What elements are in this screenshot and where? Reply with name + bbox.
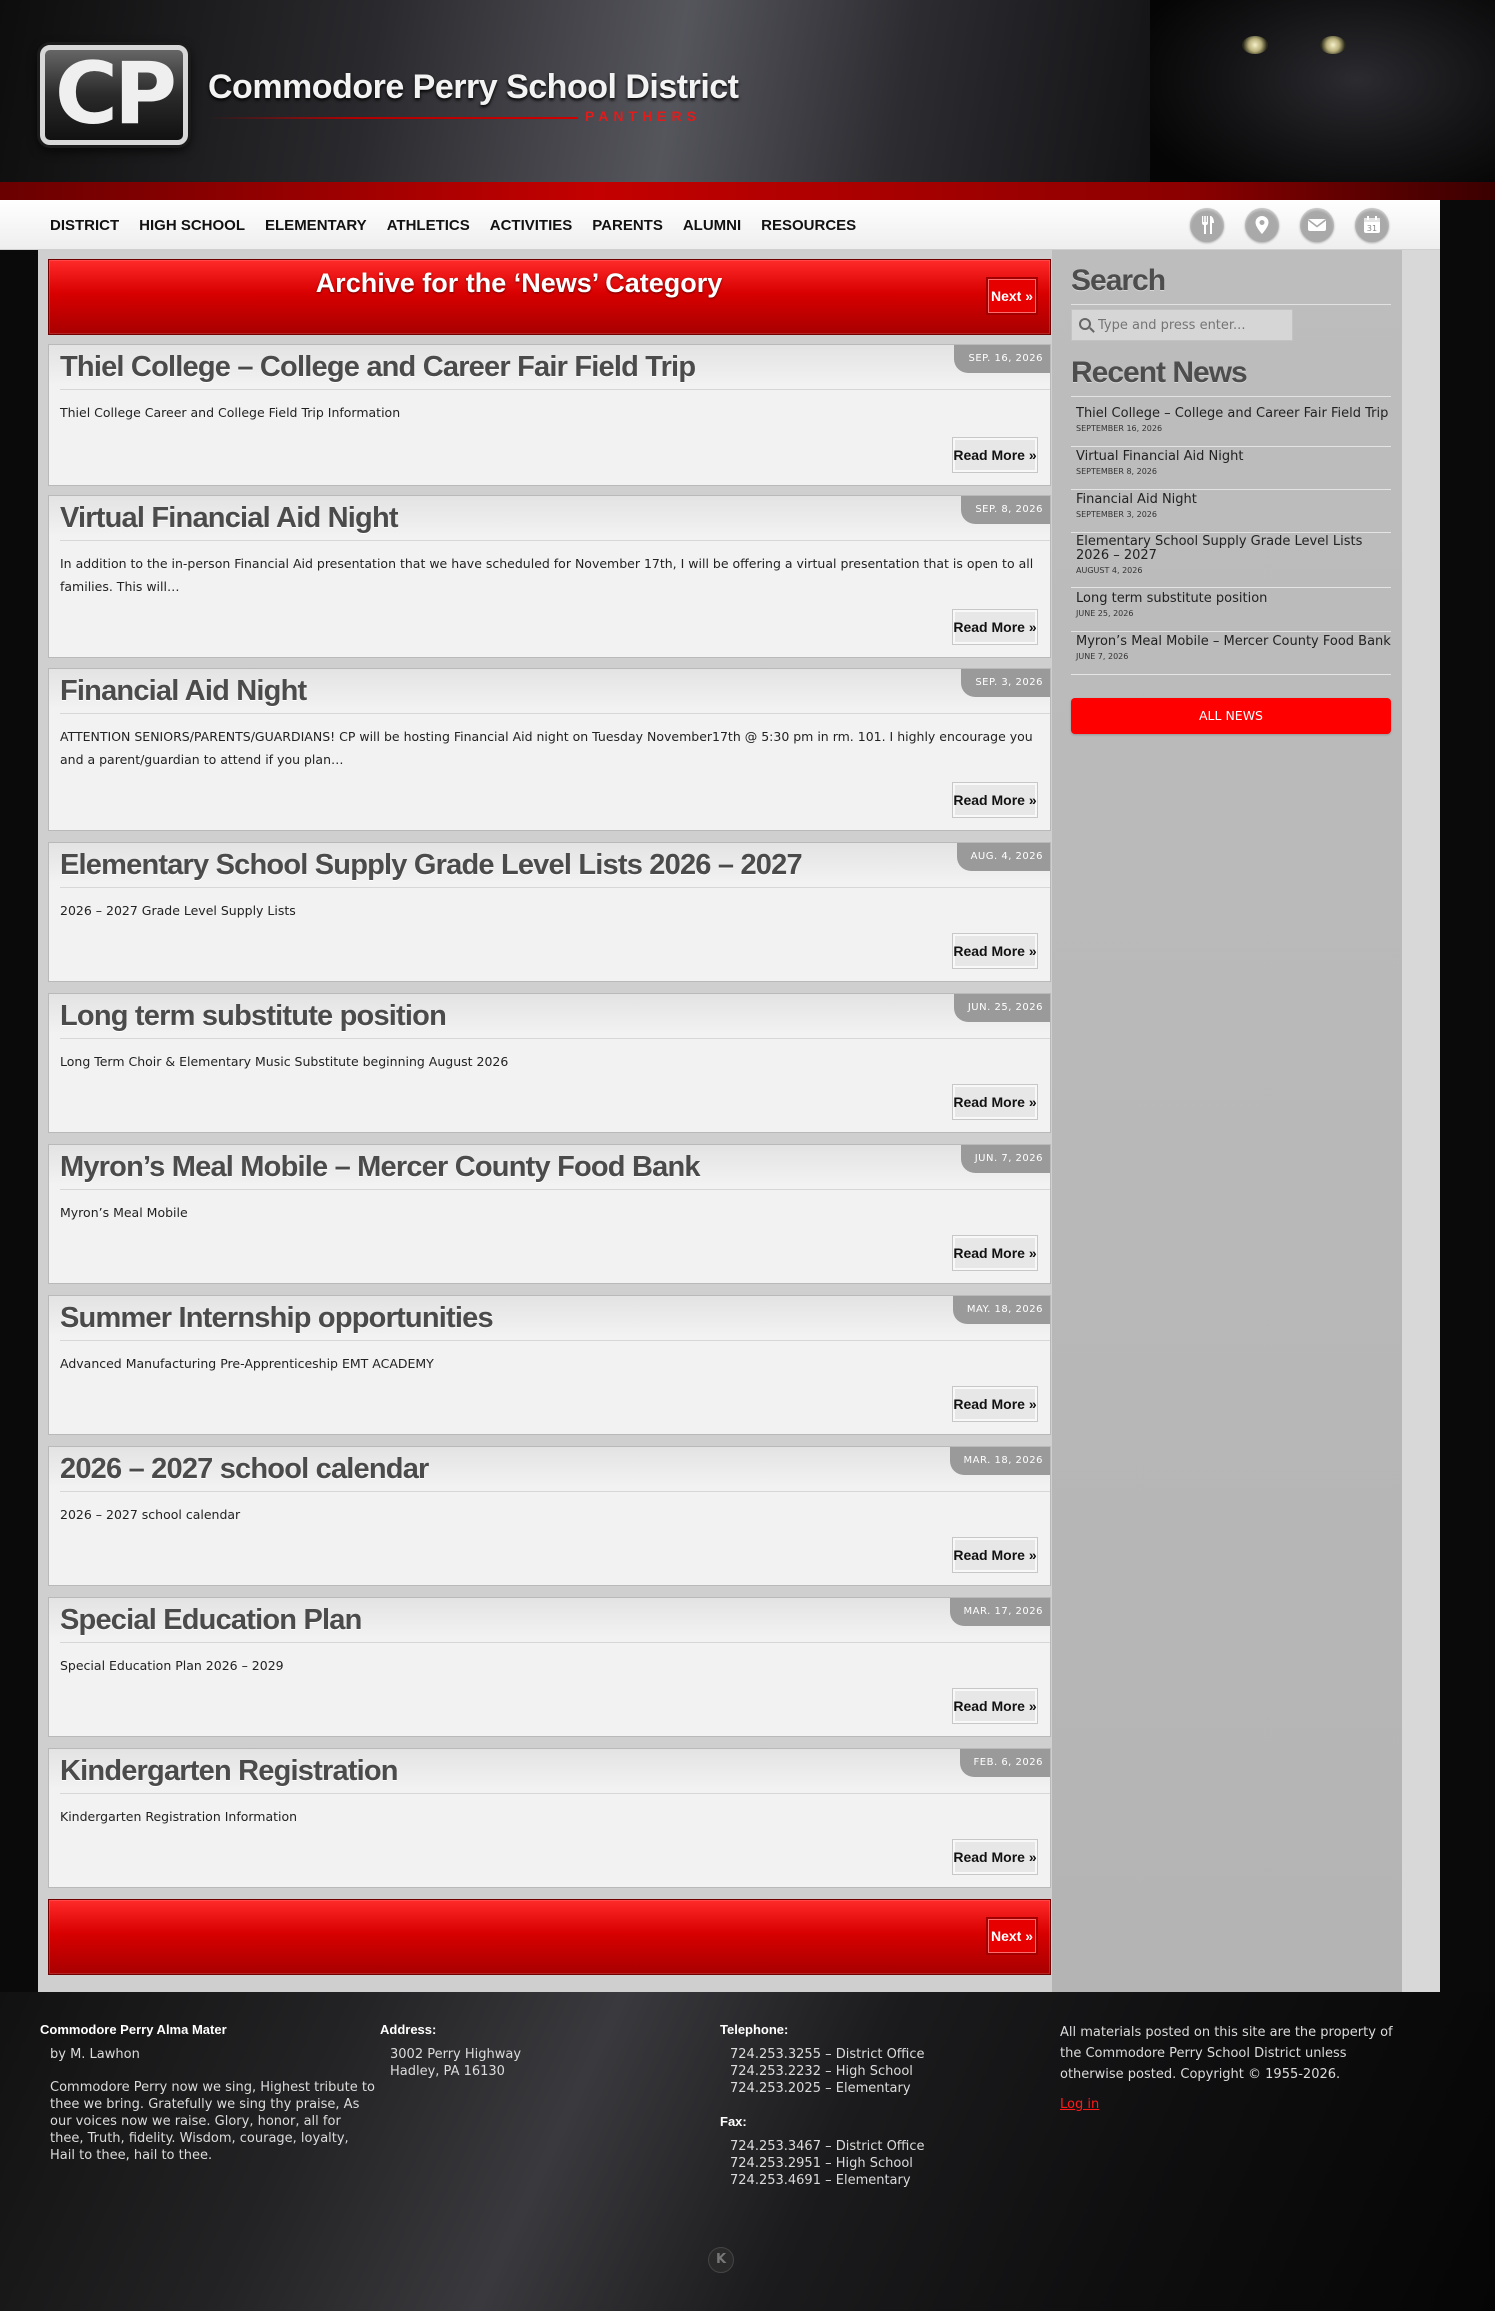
footer-logo-icon[interactable]: K — [708, 2247, 734, 2273]
recent-news-date: SEPTEMBER 16, 2026 — [1076, 424, 1163, 433]
fax-line: 724.253.4691 – Elementary — [730, 2173, 911, 2188]
news-post — [48, 495, 1051, 658]
read-more-button[interactable]: Read More » — [952, 1084, 1038, 1120]
read-more-button[interactable]: Read More » — [952, 1537, 1038, 1573]
post-title[interactable]: Thiel College – College and Career Fair Field Trip — [60, 351, 696, 383]
news-post — [48, 668, 1051, 831]
recent-news-date: JUNE 25, 2026 — [1076, 609, 1134, 618]
recent-news-title[interactable]: Financial Aid Night — [1076, 492, 1197, 507]
telephone-line: 724.253.3255 – District Office — [730, 2047, 925, 2062]
alma-mater-lyrics: Commodore Perry now we sing, Highest tribute to thee we bring. Gratefully we sing thy praise, As our voices now we raise. Glory, honor, all for thee, Truth, fidelity. Wisdom, courage, loyalty, Hail to thee, hail to thee. — [50, 2080, 375, 2163]
post-title[interactable]: Financial Aid Night — [60, 675, 307, 707]
read-more-button[interactable]: Read More » — [952, 437, 1038, 473]
read-more-button[interactable]: Read More » — [952, 933, 1038, 969]
alma-mater-heading: Commodore Perry Alma Mater — [40, 2022, 227, 2037]
post-date: MAY. 18, 2026 — [953, 1296, 1050, 1324]
panther-eye — [1320, 36, 1346, 54]
search-heading: Search — [1071, 264, 1166, 297]
post-title[interactable]: Virtual Financial Aid Night — [60, 502, 398, 534]
search-input[interactable] — [1071, 309, 1293, 341]
post-divider — [60, 1189, 1050, 1190]
recent-news-date: SEPTEMBER 8, 2026 — [1076, 467, 1157, 476]
post-excerpt: Special Education Plan 2026 – 2029 — [60, 1658, 284, 1673]
post-divider — [60, 540, 1050, 541]
telephone-heading: Telephone: — [720, 2022, 789, 2037]
panther-eye — [1242, 36, 1268, 54]
post-divider — [60, 1491, 1050, 1492]
all-news-button[interactable]: ALL NEWS — [1071, 698, 1391, 734]
post-title[interactable]: Special Education Plan — [60, 1604, 362, 1636]
news-post — [48, 344, 1051, 486]
title-underline — [208, 117, 578, 119]
post-excerpt: Long Term Choir & Elementary Music Substitute beginning August 2026 — [60, 1054, 509, 1069]
cp-logo[interactable]: CP — [40, 45, 188, 145]
post-divider — [60, 1340, 1050, 1341]
calendar-number: 31 — [1366, 224, 1378, 233]
panther-image — [1150, 0, 1495, 200]
sidebar-divider — [1071, 396, 1391, 397]
recent-news-title[interactable]: Long term substitute position — [1076, 591, 1268, 606]
read-more-button[interactable]: Read More » — [952, 609, 1038, 645]
post-title[interactable]: Long term substitute position — [60, 1000, 447, 1032]
recent-news-item — [1071, 592, 1391, 632]
recent-news-title[interactable]: Virtual Financial Aid Night — [1076, 449, 1244, 464]
post-excerpt: Kindergarten Registration Information — [60, 1809, 298, 1824]
sidebar-divider — [1071, 304, 1391, 305]
alma-mater-author: by M. Lawhon — [50, 2047, 140, 2062]
post-excerpt: Advanced Manufacturing Pre-Apprenticeship EMT ACADEMY — [60, 1356, 434, 1371]
map-pin-icon[interactable] — [1245, 208, 1279, 242]
nav-item-district[interactable]: DISTRICT — [50, 216, 120, 234]
fax-heading: Fax: — [720, 2114, 747, 2129]
post-date: SEP. 3, 2026 — [961, 669, 1050, 697]
nav-item-elementary[interactable]: ELEMENTARY — [265, 216, 367, 234]
read-more-button[interactable]: Read More » — [952, 1235, 1038, 1271]
read-more-button[interactable]: Read More » — [952, 782, 1038, 818]
news-post — [48, 842, 1051, 982]
news-post — [48, 993, 1051, 1133]
copyright-notice: All materials posted on this site are the property of the Commodore Perry School District unless otherwise posted. Copyright © 1955-2026. — [1060, 2025, 1393, 2082]
news-post — [48, 1748, 1051, 1888]
recent-news-date: SEPTEMBER 3, 2026 — [1076, 510, 1157, 519]
archive-header — [48, 259, 1051, 335]
post-date: MAR. 18, 2026 — [950, 1447, 1050, 1475]
read-more-button[interactable]: Read More » — [952, 1386, 1038, 1422]
nav-item-athletics[interactable]: ATHLETICS — [386, 216, 470, 234]
fax-line: 724.253.2951 – High School — [730, 2156, 913, 2171]
address-line: 3002 Perry Highway — [390, 2047, 522, 2062]
site-subtitle: PANTHERS — [585, 108, 701, 124]
login-link[interactable]: Log in — [1060, 2097, 1100, 2112]
site-title[interactable]: Commodore Perry School District — [208, 68, 739, 106]
next-page-button-bottom[interactable]: Next » — [986, 1917, 1038, 1955]
post-title[interactable]: Kindergarten Registration — [60, 1755, 398, 1787]
nav-item-alumni[interactable]: ALUMNI — [682, 216, 742, 234]
address-line: Hadley, PA 16130 — [390, 2064, 505, 2079]
recent-news-item — [1071, 535, 1391, 588]
nav-item-activities[interactable]: ACTIVITIES — [489, 216, 573, 234]
post-excerpt: In addition to the in-person Financial Aid presentation that we have scheduled for November 17th, I will be offering a virtual presentation that is open to all families. This will… — [60, 556, 1034, 594]
search-icon — [1079, 318, 1091, 330]
post-date: SEP. 16, 2026 — [954, 345, 1050, 373]
post-date: AUG. 4, 2026 — [957, 843, 1050, 871]
nav-item-parents[interactable]: PARENTS — [592, 216, 663, 234]
telephone-line: 724.253.2025 – Elementary — [730, 2081, 911, 2096]
recent-news-item — [1071, 407, 1391, 447]
quick-links — [1190, 208, 1410, 242]
post-date: JUN. 25, 2026 — [954, 994, 1050, 1022]
post-title[interactable]: Myron’s Meal Mobile – Mercer County Food Bank — [60, 1151, 700, 1183]
fax-line: 724.253.3467 – District Office — [730, 2139, 925, 2154]
recent-news-item — [1071, 635, 1391, 675]
recent-news-item — [1071, 450, 1391, 490]
post-divider — [60, 389, 1050, 390]
pagination-bar — [48, 1899, 1051, 1975]
news-post — [48, 1144, 1051, 1284]
recent-news-title[interactable]: Myron’s Meal Mobile – Mercer County Food Bank — [1076, 634, 1391, 649]
post-date: MAR. 17, 2026 — [950, 1598, 1050, 1626]
utensils-icon[interactable] — [1190, 208, 1224, 242]
post-title[interactable]: Elementary School Supply Grade Level Lists 2026 – 2027 — [60, 849, 802, 881]
post-excerpt: 2026 – 2027 school calendar — [60, 1507, 241, 1522]
post-title[interactable]: 2026 – 2027 school calendar — [60, 1453, 429, 1485]
next-page-button[interactable]: Next » — [986, 277, 1038, 315]
post-date: FEB. 6, 2026 — [960, 1749, 1050, 1777]
post-divider — [60, 713, 1050, 714]
recent-news-date: JUNE 7, 2026 — [1076, 652, 1129, 661]
post-excerpt: 2026 – 2027 Grade Level Supply Lists — [60, 903, 296, 918]
recent-news-title[interactable]: Thiel College – College and Career Fair Field Trip — [1076, 406, 1389, 421]
header-red-streak — [0, 182, 1495, 200]
address-heading: Address: — [380, 2022, 437, 2037]
mail-icon[interactable] — [1300, 208, 1334, 242]
post-excerpt: ATTENTION SENIORS/PARENTS/GUARDIANS! CP will be hosting Financial Aid night on Tuesday November17th @ 5:30 pm in rm. 101. I highly encourage you and a parent/guardian to attend if you plan… — [60, 729, 1033, 767]
nav-item-resources[interactable]: RESOURCES — [761, 216, 857, 234]
calendar-icon[interactable] — [1355, 208, 1389, 242]
post-divider — [60, 1038, 1050, 1039]
read-more-button[interactable]: Read More » — [952, 1839, 1038, 1875]
post-divider — [60, 887, 1050, 888]
recent-news-heading: Recent News — [1071, 356, 1247, 389]
post-divider — [60, 1642, 1050, 1643]
nav-item-high-school[interactable]: HIGH SCHOOL — [139, 216, 246, 234]
recent-news-item — [1071, 493, 1391, 533]
recent-news-title[interactable]: Elementary School Supply Grade Level Lists 2026 – 2027 — [1076, 534, 1363, 563]
post-title[interactable]: Summer Internship opportunities — [60, 1302, 493, 1334]
post-excerpt: Thiel College Career and College Field Trip Information — [60, 405, 401, 420]
read-more-button[interactable]: Read More » — [952, 1688, 1038, 1724]
news-post — [48, 1295, 1051, 1435]
post-date: JUN. 7, 2026 — [961, 1145, 1050, 1173]
post-divider — [60, 1793, 1050, 1794]
news-post — [48, 1446, 1051, 1586]
news-post — [48, 1597, 1051, 1737]
post-date: SEP. 8, 2026 — [961, 496, 1050, 524]
recent-news-date: AUGUST 4, 2026 — [1076, 566, 1143, 575]
post-excerpt: Myron’s Meal Mobile — [60, 1205, 188, 1220]
telephone-line: 724.253.2232 – High School — [730, 2064, 913, 2079]
archive-title: Archive for the ‘News’ Category — [315, 268, 723, 298]
